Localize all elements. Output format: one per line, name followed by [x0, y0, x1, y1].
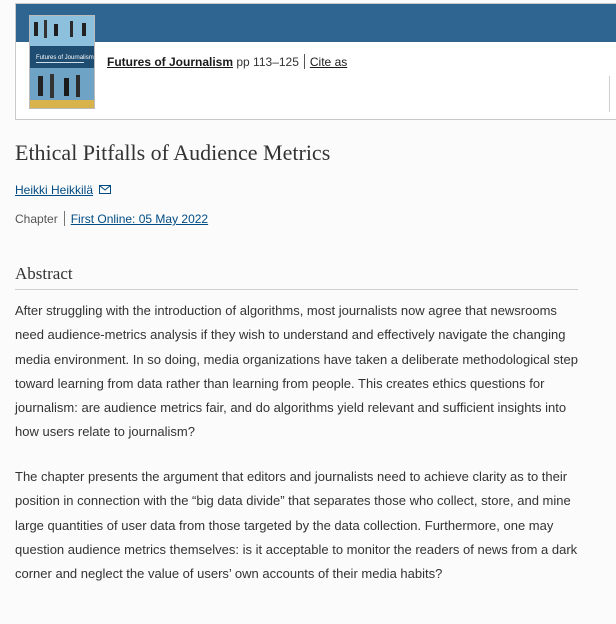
abstract-divider — [15, 289, 578, 290]
separator — [64, 211, 65, 226]
book-header — [15, 3, 616, 120]
author-link[interactable]: Heikki Heikkilä — [15, 183, 94, 197]
chapter-title: Ethical Pitfalls of Audience Metrics — [15, 140, 331, 165]
header-band — [16, 4, 616, 42]
book-cover-image[interactable] — [29, 15, 95, 109]
book-title-link[interactable]: Futures of Journalism — [107, 55, 234, 69]
content-type: Chapter — [15, 212, 58, 226]
envelope-icon[interactable] — [99, 183, 111, 197]
abstract-paragraph-1: After struggling with the introduction of algorithms, most journalists now agree that newsrooms need audience-metrics analysis if they wish to understand and effectively navigate the changing media environment. In so doing, media organizations have taken a deliberate methodological step toward learning from data rather than learning from people. This creates ethics questions for journalism: are audience metrics fair, and do algorithms yield relevant and sufficient insights into how users relate to journalism? — [15, 303, 578, 440]
separator — [304, 54, 305, 69]
book-pages: pp 113–125 — [236, 55, 299, 69]
chapter-meta — [15, 211, 208, 226]
header-divider — [609, 76, 610, 112]
author-line — [15, 183, 111, 197]
abstract-paragraph-2: The chapter presents the argument that editors and journalists need to achieve clarity as to their position in connection with the “big data divide” that separates those who collect, store, and mine large quantities of user data from those targeted by the data collection. Furthermore, one may question audience metrics themselves: is it acceptable to monitor the readers of news from a dark corner and neglect the value of users’ own accounts of their media habits? — [15, 469, 578, 582]
cite-as-link[interactable]: Cite as — [309, 55, 348, 69]
book-info-line — [107, 54, 347, 69]
cover-title: Futures of Journalism — [36, 55, 94, 61]
first-online-link[interactable]: First Online: 05 May 2022 — [70, 212, 209, 226]
abstract-heading: Abstract — [15, 264, 73, 283]
